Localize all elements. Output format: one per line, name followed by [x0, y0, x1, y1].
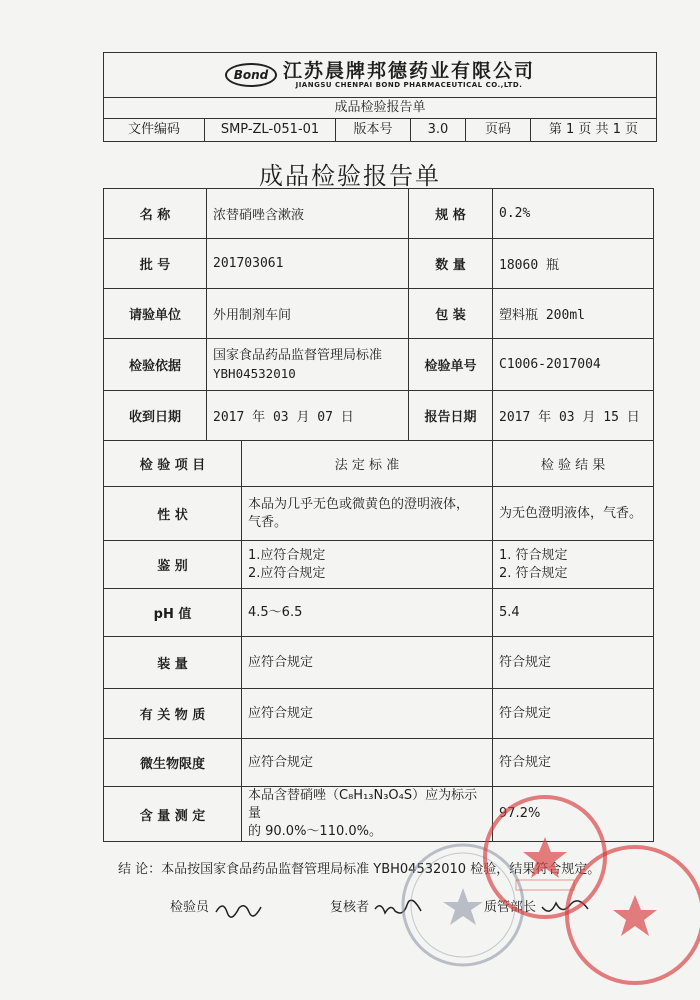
page-label: 页码 — [466, 119, 531, 141]
basis-line-2: YBH04532010 — [213, 365, 296, 381]
pack-label: 包 装 — [409, 289, 493, 339]
qty-label: 数 量 — [409, 239, 493, 289]
inspector-label: 检验员 — [170, 900, 210, 915]
version: 3.0 — [411, 119, 466, 141]
report-no: C1006-2017004 — [493, 339, 654, 391]
test-standard — [242, 541, 493, 589]
tests-header-row — [104, 441, 654, 487]
report-date-label: 报告日期 — [409, 391, 493, 441]
conclusion: 结 论：本品按国家食品药品监督管理局标准 YBH04532010 检验，结果符合规定。 — [118, 862, 601, 877]
standard-line-1: 4.5～6.5 — [248, 604, 303, 620]
standard-line-2: 2.应符合规定 — [248, 565, 326, 581]
doc-meta-row — [104, 119, 656, 141]
dept-value: 外用制剂车间 — [207, 289, 409, 339]
company-name-en: JIANGSU CHENPAI BOND PHARMACEUTICAL CO.,LTD. — [295, 81, 523, 89]
test-standard — [242, 787, 493, 842]
standard-line-1: 1.应符合规定 — [248, 547, 326, 563]
col-item: 检 验 项 目 — [104, 441, 242, 487]
info-row — [104, 339, 654, 391]
test-item: 装 量 — [104, 637, 242, 689]
info-row — [104, 239, 654, 289]
dept-label: 请验单位 — [104, 289, 207, 339]
inspector-signature — [170, 896, 263, 918]
document-header — [103, 52, 657, 142]
basis-label: 检验依据 — [104, 339, 207, 391]
doc-no: SMP-ZL-051-01 — [205, 119, 336, 141]
basis-value — [207, 339, 409, 391]
test-item: pH 值 — [104, 589, 242, 637]
name-label: 名 称 — [104, 189, 207, 239]
test-row — [104, 589, 654, 637]
inspector-handwriting — [213, 898, 263, 918]
spec-label: 规 格 — [409, 189, 493, 239]
test-standard — [242, 689, 493, 739]
report-date: 2017 年 03 月 15 日 — [493, 391, 654, 441]
batch-value: 201703061 — [207, 239, 409, 289]
standard-line-1: 应符合规定 — [248, 705, 314, 721]
test-standard — [242, 589, 493, 637]
test-item: 性 状 — [104, 487, 242, 541]
info-row — [104, 391, 654, 441]
test-row — [104, 541, 654, 589]
report-title: 成品检验报告单 — [259, 162, 441, 190]
info-row — [104, 289, 654, 339]
test-row — [104, 739, 654, 787]
result-line-1: 1. 符合规定 — [499, 547, 568, 563]
qty-value: 18060 瓶 — [493, 239, 654, 289]
tests-body — [104, 487, 654, 842]
product-name: 浓替硝唑含漱液 — [207, 189, 409, 239]
test-standard — [242, 487, 493, 541]
bond-logo: Bond — [225, 63, 277, 87]
form-title: 成品检验报告单 — [104, 98, 656, 119]
test-result — [493, 637, 654, 689]
reviewer-label: 复核者 — [330, 900, 370, 915]
result-line-2: 2. 符合规定 — [499, 565, 568, 581]
standard-line-2: 气香。 — [248, 514, 288, 530]
test-standard — [242, 739, 493, 787]
result-line-2: 符合规定 — [499, 754, 552, 770]
result-line-2: 符合规定 — [499, 705, 552, 721]
doc-no-label: 文件编码 — [104, 119, 205, 141]
result-line-2: 为无色澄明液体，气香。 — [499, 505, 643, 521]
info-row — [104, 189, 654, 239]
standard-line-1: 本品含替硝唑（C₈H₁₃N₃O₄S）应为标示量 — [248, 788, 478, 821]
received-date: 2017 年 03 月 07 日 — [207, 391, 409, 441]
basis-line-1: 国家食品药品监督管理局标准 — [213, 347, 383, 363]
test-result — [493, 689, 654, 739]
red-qa-seal — [560, 840, 700, 990]
test-result — [493, 739, 654, 787]
page-value: 第 1 页 共 1 页 — [548, 122, 639, 137]
result-line-2: 5.4 — [499, 604, 520, 620]
test-result — [493, 487, 654, 541]
result-line-1: 97.2% — [499, 806, 541, 821]
version-label: 版本号 — [336, 119, 411, 141]
test-result — [493, 541, 654, 589]
received-label: 收到日期 — [104, 391, 207, 441]
col-standard: 法 定 标 准 — [242, 441, 493, 487]
standard-line-1: 应符合规定 — [248, 754, 314, 770]
report-no-label: 检验单号 — [409, 339, 493, 391]
standard-line-1: 本品为几乎无色或微黄色的澄明液体， — [248, 496, 470, 512]
report-table — [103, 188, 654, 842]
standard-line-1: 应符合规定 — [248, 654, 314, 670]
col-result: 检 验 结 果 — [493, 441, 654, 487]
test-standard — [242, 637, 493, 689]
standard-line-2: 的 90.0%～110.0%。 — [248, 824, 382, 839]
test-item: 含 量 测 定 — [104, 787, 242, 842]
test-item: 有 关 物 质 — [104, 689, 242, 739]
spec-value: 0.2% — [493, 189, 654, 239]
company-banner — [104, 53, 656, 98]
qa-label: 质管部长 — [484, 900, 537, 915]
test-row — [104, 487, 654, 541]
pack-value: 塑料瓶 200ml — [493, 289, 654, 339]
batch-label: 批 号 — [104, 239, 207, 289]
test-item: 微生物限度 — [104, 739, 242, 787]
test-item: 鉴 别 — [104, 541, 242, 589]
result-line-2: 符合规定 — [499, 654, 552, 670]
test-result — [493, 589, 654, 637]
test-row — [104, 637, 654, 689]
test-row — [104, 689, 654, 739]
company-name-cn: 江苏晨牌邦德药业有限公司 — [282, 60, 535, 82]
